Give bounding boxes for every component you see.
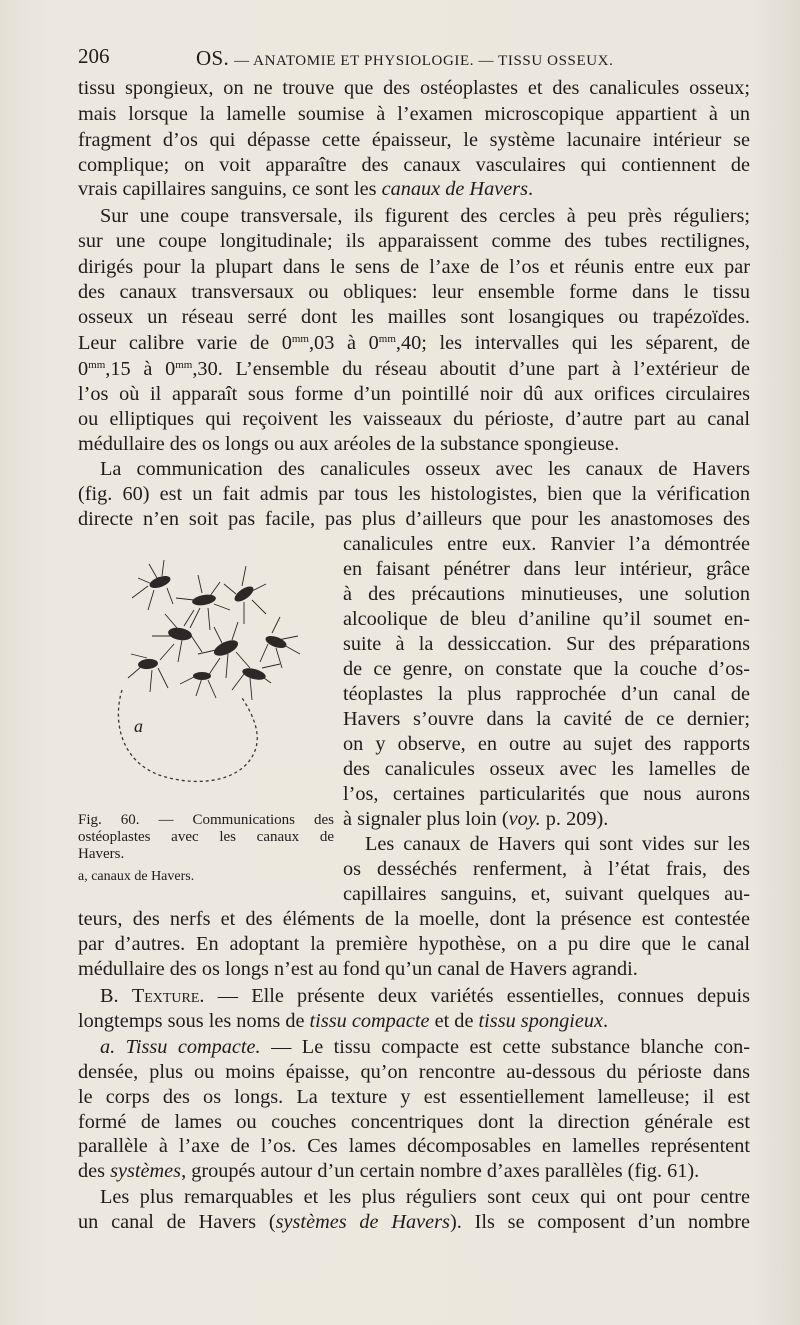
text-line: teurs, des nerfs et des éléments de la moelle, dont la présence est contestée	[78, 908, 750, 930]
havers-canal-label: a	[134, 716, 143, 736]
text-line: formé de lames ou couches concentriques dont la direction générale est	[78, 1111, 750, 1133]
text-line: des canaux transversaux ou obliques: leur ensemble forme dans le tissu	[78, 281, 750, 303]
text-line: densée, plus ou moins épaisse, qu’on rencontre au-dessous du périoste dans	[78, 1061, 750, 1083]
text-line: des systèmes, groupés autour d’un certain nombre d’axes parallèles (fig. 61).	[78, 1160, 700, 1182]
italic-term: canaux de Havers	[381, 178, 529, 200]
text-line: a. Tissu compacte. — Le tissu compacte est cette substance blanche con-	[100, 1036, 750, 1058]
text-line: La communication des canalicules osseux avec les canaux de Havers	[100, 458, 750, 480]
text-line: à des précautions minutieuses, une solution	[343, 583, 750, 605]
text-line: alcoolique de bleu d’aniline qu’il soumet en-	[343, 608, 750, 630]
text-line: l’os, certaines particularités que nous aurons	[343, 783, 750, 805]
text-line: $0^{mm},15$ à $0^{mm},30$. L’ensemble du réseau aboutit d’une part à l’extérieur de	[78, 358, 750, 380]
figure-60-illustration	[82, 548, 332, 810]
text-line: Leur calibre varie de $0^{mm},03$ à $0^{mm},40$; les intervalles qui les séparent, de	[78, 332, 750, 354]
text-line: à signaler plus loin (voy. p. 209).	[343, 808, 609, 830]
figure-caption: Fig. 60. — Communications des	[78, 812, 334, 828]
text-line: le corps des os longs. La texture y est essentiellement lamelleuse; il est	[78, 1086, 750, 1108]
text-line: suite à la dessiccation. Sur des préparations	[343, 633, 750, 655]
text-line: par d’autres. En adoptant la première hypothèse, on a pu dire que le canal	[78, 933, 750, 955]
text-line: (fig. 60) est un fait admis par tous les histologistes, bien que la vérification	[78, 483, 750, 505]
text-line: os desséchés renferment, à l’état frais, des	[343, 858, 750, 880]
text-line: osseux un réseau serré dont les mailles sont losangiques ou trapézoïdes.	[78, 306, 750, 328]
figure-caption: Havers.	[78, 846, 125, 862]
text-line: de ce genre, on constate que la couche d’os-	[343, 658, 750, 680]
text-line: tissu spongieux, on ne trouve que des ostéoplastes et des canalicules osseux;	[78, 77, 750, 99]
text-line: Sur une coupe transversale, ils figurent des cercles à peu près réguliers;	[100, 205, 750, 227]
text-line: l’os où il apparaît sous forme d’un pointillé noir dû aux orifices circulaires	[78, 383, 750, 405]
page-number: 206	[78, 44, 110, 68]
text-line: Les canaux de Havers qui sont vides sur les	[365, 833, 750, 855]
text-line: un canal de Havers (systèmes de Havers). Ils se composent d’un nombre	[78, 1211, 750, 1233]
running-title	[196, 46, 613, 71]
text-line: directe n’en soit pas facile, pas plus d’ailleurs que pour les anastomoses des	[78, 508, 750, 530]
figure-caption: ostéoplastes avec les canaux de	[78, 829, 334, 845]
running-title-section: — ANATOMIE ET PHYSIOLOGIE. — TISSU OSSEUX.	[234, 53, 614, 69]
text-line: Les plus remarquables et les plus réguliers sont ceux qui ont pour centre	[100, 1186, 750, 1208]
text-line: en faisant pénétrer dans leur intérieur, grâce	[343, 558, 750, 580]
subsection-heading: a. Tissu compacte.	[100, 1036, 261, 1058]
text-line: canalicules entre eux. Ranvier l’a démontrée	[343, 533, 750, 555]
text-line: médullaire des os longs ou aux aréoles de la substance spongieuse.	[78, 433, 620, 455]
figure-legend: a, canaux de Havers.	[78, 869, 195, 884]
running-head	[78, 44, 750, 72]
text-line: fragment d’os qui dépasse cette épaisseur, le système lacunaire intérieur se	[78, 129, 750, 151]
section-heading: Texture	[131, 985, 200, 1007]
text-line: vrais capillaires sanguins, ce sont les canaux de Havers.	[78, 178, 534, 200]
running-title-os: OS.	[196, 46, 229, 70]
text-line: complique; on voit apparaître des canaux vasculaires qui contiennent de	[78, 154, 750, 176]
text-line: longtemps sous les noms de tissu compacte et de tissu spongieux.	[78, 1010, 609, 1032]
text-line: des canalicules osseux avec les lamelles de	[343, 758, 750, 780]
text-line: médullaire des os longs n’est au fond qu’un canal de Havers agrandi.	[78, 958, 638, 980]
text-line: parallèle à l’axe de l’os. Ces lames décomposables en lamelles représentent	[78, 1135, 750, 1157]
text-line: mais lorsque la lamelle soumise à l’examen microscopique appartient à un	[78, 103, 750, 125]
text-line: B. Texture. — Elle présente deux variétés essentielles, connues depuis	[100, 985, 750, 1007]
text-line: téoplastes la plus rapprochée d’un canal de	[343, 683, 750, 705]
text-line: ou elliptiques qui reçoivent les vaisseaux du périoste, d’autre part au canal	[78, 408, 750, 430]
text-line: on y observe, en outre au sujet des rapports	[343, 733, 750, 755]
text-line: capillaires sanguins, et, suivant quelques au-	[343, 883, 750, 905]
text-line: Havers s’ouvre dans la cavité de ce dernier;	[343, 708, 750, 730]
text-line: dirigés pour la plupart dans le sens de l’axe de l’os et réunis entre eux par	[78, 256, 750, 278]
text-line: sur une coupe longitudinale; ils apparaissent comme des tubes rectilignes,	[78, 230, 750, 252]
